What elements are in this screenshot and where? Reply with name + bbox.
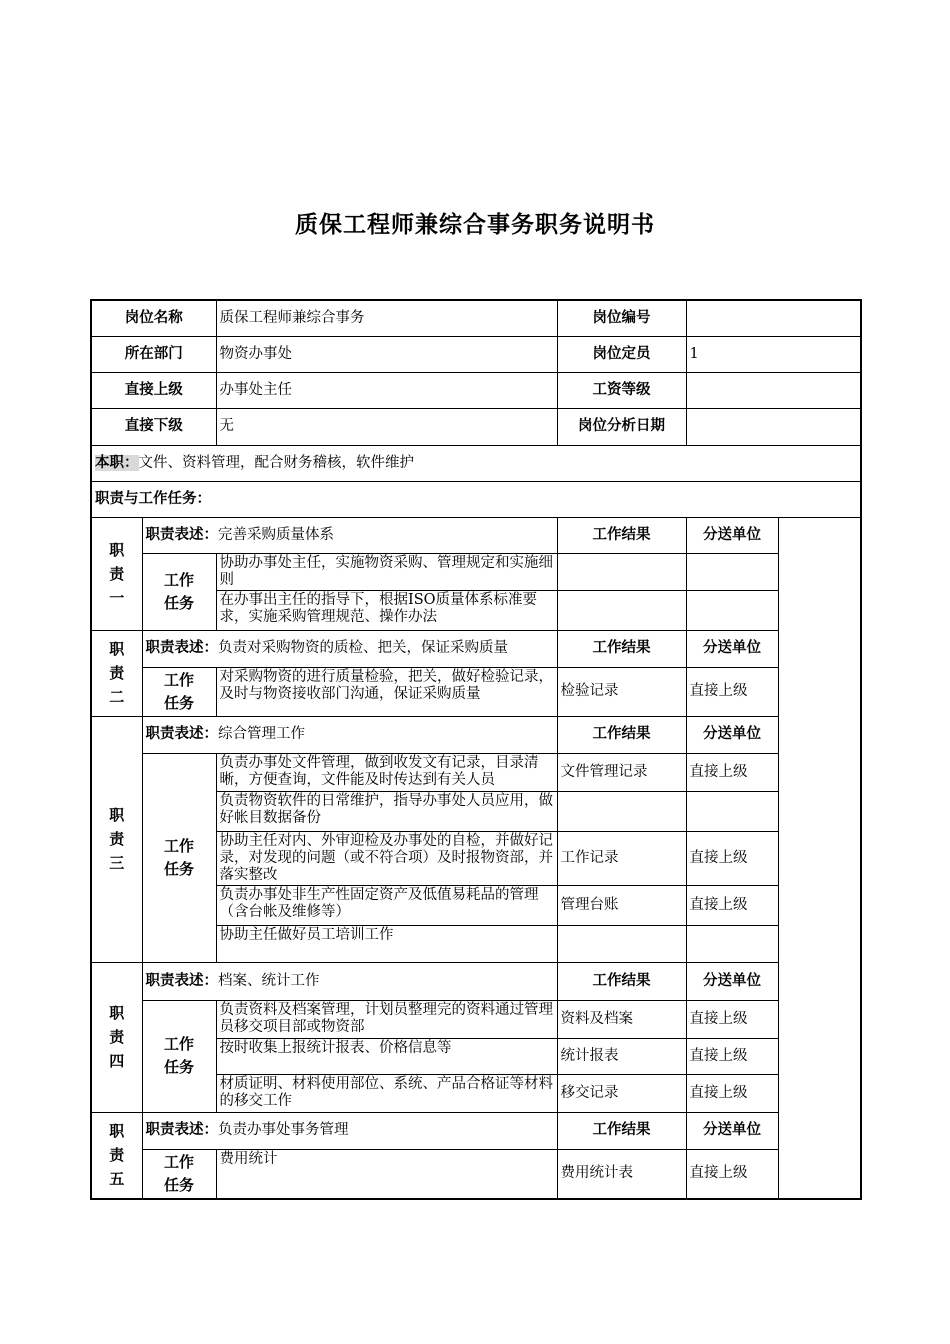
duty-desc-row [91, 630, 861, 667]
task-text: 协助主任对内、外审迎检及办事处的自检，并做好记录，对发现的问题（或不符合项）及时报物资部，并落实整改 [216, 831, 557, 885]
task-row [91, 667, 861, 716]
task-destination: 直接上级 [686, 753, 778, 791]
duty-name: 职 责 二 [91, 630, 142, 716]
result-header: 工作结果 [557, 716, 686, 753]
summary-text: 文件、资料管理，配合财务稽核，软件维护 [138, 454, 414, 471]
duty-name: 职 责 三 [91, 716, 142, 962]
task-text: 在办事出主任的指导下，根据ISO质量体系标准要求，实施采购管理规范、操作办法 [216, 590, 557, 630]
position-name-value: 质保工程师兼综合事务 [216, 300, 557, 336]
task-result: 文件管理记录 [557, 753, 686, 791]
duty-desc-row [91, 517, 861, 553]
task-result [557, 590, 686, 630]
task-result: 管理台账 [557, 885, 686, 925]
result-header: 工作结果 [557, 962, 686, 1000]
department-label: 所在部门 [91, 336, 216, 372]
result-header: 工作结果 [557, 517, 686, 553]
duty-name: 职 责 四 [91, 962, 142, 1112]
info-row-2 [91, 336, 861, 372]
position-code-value [686, 300, 861, 336]
task-text: 对采购物资的进行质量检验，把关，做好检验记录，及时与物资接收部门沟通，保证采购质量 [216, 667, 557, 716]
duty-description [142, 962, 557, 1000]
info-row-4 [91, 408, 861, 445]
task-label: 工作 任务 [142, 753, 216, 962]
duties-heading-row [91, 481, 861, 517]
headcount-label: 岗位定员 [557, 336, 686, 372]
info-row-1 [91, 300, 861, 336]
task-row [91, 1149, 861, 1199]
summary-cell [91, 445, 861, 481]
duty-desc-label: 职责表述： [145, 640, 218, 656]
duty-desc-text: 档案、统计工作 [218, 972, 320, 989]
duty-desc-text: 负责办事处事务管理 [218, 1122, 349, 1138]
task-label: 工作 任务 [142, 1149, 216, 1199]
destination-header: 分送单位 [686, 517, 778, 553]
salary-grade-label: 工资等级 [557, 372, 686, 408]
duty-desc-label: 职责表述： [145, 526, 218, 543]
task-result [557, 925, 686, 962]
duty-description [142, 1112, 557, 1149]
info-row-3 [91, 372, 861, 408]
task-label: 工作 任务 [142, 1000, 216, 1112]
superior-label: 直接上级 [91, 372, 216, 408]
task-text: 费用统计 [216, 1149, 557, 1199]
salary-grade-value [686, 372, 861, 408]
duty-desc-label: 职责表述： [145, 1122, 218, 1138]
task-text: 协助主任做好员工培训工作 [216, 925, 557, 962]
task-result: 移交记录 [557, 1074, 686, 1112]
task-destination: 直接上级 [686, 1149, 778, 1199]
task-result: 工作记录 [557, 831, 686, 885]
destination-header: 分送单位 [686, 716, 778, 753]
task-text: 负责办事处非生产性固定资产及低值易耗品的管理（含台帐及维修等） [216, 885, 557, 925]
task-destination: 直接上级 [686, 885, 778, 925]
duty-description [142, 716, 557, 753]
task-result [557, 553, 686, 590]
task-result [557, 791, 686, 831]
destination-header: 分送单位 [686, 630, 778, 667]
task-label: 工作 任务 [142, 553, 216, 630]
duty-desc-label: 职责表述： [145, 972, 218, 989]
task-text: 负责办事处文件管理，做到收发文有记录，目录清晰，方便查询，文件能及时传达到有关人员 [216, 753, 557, 791]
duty-description [142, 630, 557, 667]
duty-desc-label: 职责表述： [145, 726, 218, 742]
position-code-label: 岗位编号 [557, 300, 686, 336]
headcount-value: 1 [686, 336, 861, 372]
summary-row [91, 445, 861, 481]
duty-desc-row [91, 1112, 861, 1149]
duty-desc-text: 完善采购质量体系 [218, 526, 334, 543]
result-header: 工作结果 [557, 630, 686, 667]
task-result: 统计报表 [557, 1038, 686, 1074]
task-text: 协助办事处主任，实施物资采购、管理规定和实施细则 [216, 553, 557, 590]
duty-desc-row [91, 962, 861, 1000]
destination-header: 分送单位 [686, 962, 778, 1000]
task-result: 资料及档案 [557, 1000, 686, 1038]
task-row [91, 753, 861, 791]
duty-desc-text: 负责对采购物资的质检、把关，保证采购质量 [218, 640, 508, 656]
task-text: 负责物资软件的日常维护，指导办事处人员应用，做好帐目数据备份 [216, 791, 557, 831]
analysis-date-label: 岗位分析日期 [557, 408, 686, 445]
result-header: 工作结果 [557, 1112, 686, 1149]
task-text: 负责资料及档案管理，计划员整理完的资料通过管理员移交项目部或物资部 [216, 1000, 557, 1038]
task-destination: 直接上级 [686, 831, 778, 885]
task-destination: 直接上级 [686, 1038, 778, 1074]
subordinate-value: 无 [216, 408, 557, 445]
task-row [91, 553, 861, 590]
department-value: 物资办事处 [216, 336, 557, 372]
duty-desc-row [91, 716, 861, 753]
duty-desc-text: 综合管理工作 [218, 726, 305, 742]
duty-description [142, 517, 557, 553]
analysis-date-value [686, 408, 861, 445]
summary-label: 本职： [95, 454, 139, 471]
task-destination: 直接上级 [686, 667, 778, 716]
document-title: 质保工程师兼综合事务职务说明书 [295, 212, 655, 238]
job-description-table [90, 299, 862, 1200]
task-destination [686, 791, 778, 831]
task-text: 按时收集上报统计报表、价格信息等 [216, 1038, 557, 1074]
subordinate-label: 直接下级 [91, 408, 216, 445]
position-name-label: 岗位名称 [91, 300, 216, 336]
task-label: 工作 任务 [142, 667, 216, 716]
destination-header: 分送单位 [686, 1112, 778, 1149]
task-row [91, 1000, 861, 1038]
duty-name: 职 责 五 [91, 1112, 142, 1199]
task-destination [686, 590, 778, 630]
task-destination [686, 925, 778, 962]
duty-name: 职 责 一 [91, 517, 142, 630]
task-destination [686, 553, 778, 590]
task-destination: 直接上级 [686, 1074, 778, 1112]
superior-value: 办事处主任 [216, 372, 557, 408]
duties-heading: 职责与工作任务： [91, 481, 861, 517]
task-result: 检验记录 [557, 667, 686, 716]
task-text: 材质证明、材料使用部位、系统、产品合格证等材料的移交工作 [216, 1074, 557, 1112]
task-destination: 直接上级 [686, 1000, 778, 1038]
task-result: 费用统计表 [557, 1149, 686, 1199]
